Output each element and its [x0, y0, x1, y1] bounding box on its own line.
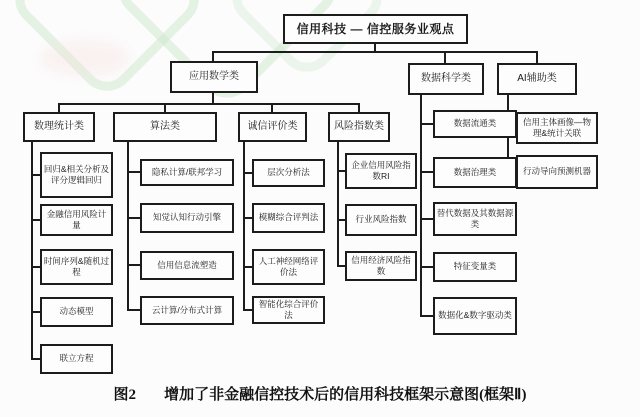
- node-integrity-eval: 诚信评价类: [238, 112, 307, 142]
- node-algorithm: 算法类: [113, 112, 217, 142]
- connector-line: [420, 171, 433, 173]
- connector-line: [271, 103, 273, 112]
- connector-line: [212, 51, 214, 61]
- leaf-industry-risk-index: 行业风险指数: [345, 204, 417, 236]
- connector-line: [31, 219, 40, 221]
- connector-line: [337, 219, 345, 221]
- connector-line: [31, 266, 40, 268]
- connector-line: [243, 266, 252, 268]
- connector-line: [337, 265, 345, 267]
- connector-line: [164, 103, 166, 112]
- leaf-cloud-computing: 云计算/分布式计算: [140, 296, 234, 325]
- connector-line: [31, 311, 40, 313]
- watermark-tint: [40, 40, 130, 76]
- leaf-perception-engine: 知觉认知行动引擎: [140, 203, 234, 233]
- connector-line: [420, 95, 422, 317]
- node-root-title: 信用科技 — 信控服务业观点: [283, 14, 468, 44]
- connector-line: [127, 171, 140, 173]
- connector-line: [58, 103, 60, 112]
- connector-line: [243, 309, 252, 311]
- leaf-credit-subject-profile: 信用主体画像—物理&统计关联: [516, 112, 598, 144]
- node-ai-assist: AI辅助类: [497, 63, 577, 95]
- connector-line: [420, 123, 433, 125]
- leaf-dynamic-model: 动态模型: [40, 297, 113, 327]
- leaf-financial-credit-risk: 金融信用风险计量: [40, 204, 113, 236]
- leaf-ahp: 层次分析法: [252, 159, 325, 187]
- leaf-ann-eval: 人工神经网络评价法: [252, 249, 325, 285]
- leaf-credit-economy-risk-index: 信用经济风险指数: [345, 251, 417, 281]
- connector-line: [31, 358, 40, 360]
- figure-caption-text: 增加了非金融信控技术后的信用科技框架示意图(框架Ⅱ): [164, 387, 527, 403]
- leaf-privacy-federated: 隐私计算/联邦学习: [140, 159, 234, 186]
- leaf-data-circulation: 数据流通类: [433, 110, 517, 138]
- figure-number: 图2: [113, 387, 137, 403]
- connector-line: [127, 309, 140, 311]
- connector-line: [127, 264, 140, 266]
- connector-line: [420, 315, 433, 317]
- connector-line: [243, 142, 245, 311]
- leaf-simultaneous-equations: 联立方程: [40, 344, 113, 374]
- node-data-science: 数据科学类: [408, 63, 484, 95]
- connector-line: [358, 103, 360, 112]
- connector-line: [420, 218, 433, 220]
- leaf-alternative-data: 替代数据及其数据源类: [433, 202, 517, 236]
- figure-caption: [0, 383, 640, 404]
- connector-line: [444, 51, 446, 63]
- leaf-feature-variable: 特征变量类: [433, 252, 517, 282]
- leaf-enterprise-risk-index: 企业信用风险指数RI: [345, 153, 417, 189]
- leaf-credit-info-flow: 信用信息流塑造: [140, 251, 234, 280]
- connector-line: [31, 174, 40, 176]
- connector-line: [337, 142, 339, 267]
- connector-line: [127, 217, 140, 219]
- connector-line: [243, 217, 252, 219]
- leaf-fuzzy-eval: 模糊综合评判法: [252, 203, 325, 233]
- leaf-action-oriented-prediction: 行动导向预测机器: [516, 155, 598, 189]
- leaf-intelligent-eval: 智能化综合评价法: [252, 296, 325, 324]
- leaf-regression-logistic: 回归&相关分析及评分逻辑回归: [40, 152, 113, 198]
- connector-line: [127, 142, 129, 311]
- leaf-data-governance: 数据治理类: [433, 157, 517, 188]
- node-math-stat: 数理统计类: [23, 112, 95, 142]
- connector-line: [58, 103, 360, 105]
- node-risk-index: 风险指数类: [328, 112, 390, 142]
- connector-line: [420, 266, 433, 268]
- connector-line: [243, 172, 252, 174]
- connector-line: [337, 170, 345, 172]
- leaf-time-series: 时间序列&随机过程: [40, 249, 113, 285]
- leaf-digital-driven: 数据化&数字驱动类: [433, 297, 517, 335]
- connector-line: [212, 93, 214, 103]
- connector-line: [536, 51, 538, 63]
- node-applied-math: 应用数学类: [170, 61, 258, 93]
- connector-line: [213, 51, 538, 53]
